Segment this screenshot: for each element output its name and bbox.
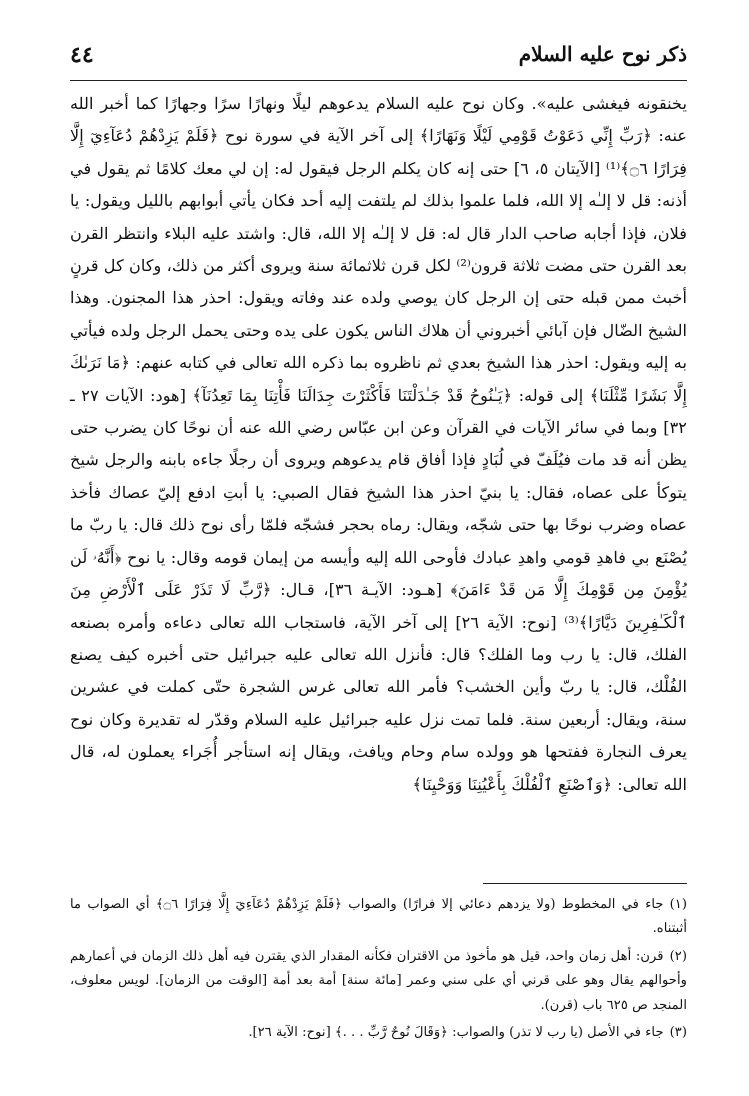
- main-text: [70, 88, 687, 801]
- footnotes: [70, 893, 687, 1048]
- footnote-number: (٢): [669, 948, 687, 964]
- page-number: ٤٤: [70, 42, 94, 68]
- footnote-text: قرن: أهل زمان واحد، قيل هو مأخوذ من الاقتران فكأنه المقدار الذي يقترن فيه أهل ذلك الزمان في أعمارهم وأحوالهم يقال وهو على قرني أي على سني وعمر [مائة سنة] أمة بعد أمة [الوقت من الزمان]. لويس معلوف، المنجد ص ٦٢٥ باب (قرن).: [70, 948, 687, 1013]
- running-title: ذكر نوح عليه السلام: [518, 42, 687, 66]
- page-header: [70, 42, 687, 76]
- footnote-2: [70, 945, 687, 1018]
- body-paragraph: يخنقونه فيغشى عليه». وكان نوح عليه السلام يدعوهم ليلًا ونهارًا سرًا وجهارًا كما أخبر الله عنه: ﴿رَبِّ إِنِّي دَعَوْتُ قَوْمِي لَيْلًا وَنَهَارًا﴾ إلى آخر الآية في سورة نوح ﴿فَلَمْ يَزِدْهُمْ دُعَآءِيٓ إِلَّا فِرَارًا ۝٦﴾⁽¹⁾ [الآيتان ٥، ٦] حتى إنه كان يكلم الرجل فيقول له: إن لي معك كلامًا ثم يقول في أذنه: قل لا إلـٰه إلا الله، فلما علموا بذلك لم يلتفت إليه أحد فكان يأتي أبوابهم بالليل ويقول: يا فلان، فإذا أجابه صاحب الدار قال له: قل لا إلـٰه إلا الله، قال: واشتد عليه البلاء وانتظر القرن بعد القرن حتى مضت ثلاثة قرون⁽²⁾ لكل قرن ثلاثمائة سنة ويروى أكثر من ذلك، وكان كل قرنٍ أخبث ممن قبله حتى إن الرجل كان يوصي ولده عند وفاته ويقول: احذر هذا المجنون. وهذا الشيخ الضّال فإن آبائي أخبروني أن هلاك الناس يكون على يده وحتى يحمل الرجل ولده فيأتي به إليه ويقول: احذر هذا الشيخ بعدي ثم ناظروه بما ذكره الله تعالى في كتابه عنهم: ﴿مَا نَرَىٰكَ إِلَّا بَشَرًا مِّثْلَنَا﴾ إلى قوله: ﴿يَـٰنُوحُ قَدْ جَـٰدَلْتَنَا فَأَكْثَرْتَ جِدَالَنَا فَأْتِنَا بِمَا تَعِدُنَآ﴾ [هود: الآيات ٢٧ ـ ٣٢] وبما في سائر الآيات في القرآن وعن ابن عبّاس رضي الله عنه أن نوحًا كان يضرب حتى يظن أنه قد مات فيُلَفّ في لُبَادٍ فإذا أفاق قام يدعوهم ويروى أن رجلًا جاءه بابنه والرجل شيخ يتوكأ على عصاه، فقال: يا بنيّ احذر هذا الشيخ فقال الصبي: يا أبتِ ادفع إليّ عصاك فأخذ عصاه وضرب نوحًا بها حتى شجّه، ويقال: رماه بحجر فشجّه فلمّا رأى نوح ذلك قال: يا ربّ ما يُصْنَع بي فاهدِ قومي واهدِ عبادك فأوحى الله إليه وأيسه من إيمان قومه وقال: يا نوح ﴿أَنَّهُۥ لَن يُؤْمِنَ مِن قَوْمِكَ إِلَّا مَن قَدْ ءَامَنَ﴾ [هـود: الآيـة ٣٦]، قـال: ﴿رَّبِّ لَا تَذَرْ عَلَى ٱلْأَرْضِ مِنَ ٱلْكَـٰفِرِينَ دَيَّارًا﴾⁽³⁾ [نوح: الآية ٢٦] إلى آخر الآية، فاستجاب الله تعالى دعاءه وأمره بصنعه الفلك، قال: يا رب وما الفلك؟ قال: فأنزل الله تعالى عليه جبرائيل حتى أخبره كيف يصنع الفُلْك، قال: يا ربّ وأين الخشب؟ فأمر الله تعالى غرس الشجرة حتّى كملت في عشرين سنة، ويقال: أربعين سنة. فلما تمت نزل عليه جبرائيل عليه السلام وقدّر له تقديرة وكان نوح يعرف النجارة ففتحها هو وولده سام وحام ويافث، ويقال إنه استأجر أُجَراء يعملون له، قال الله تعالى: ﴿وَٱصْنَعِ ٱلْفُلْكَ بِأَعْيُنِنَا وَوَحْيِنَا﴾: [70, 94, 688, 794]
- footnote-1: [70, 893, 687, 942]
- footnote-divider: [483, 883, 687, 884]
- footnote-text: جاء في الأصل (يا رب لا تذر) والصواب: ﴿وَقَالَ نُوحٌ رَّبِّ . . .﴾ [نوح: الآية ٢٦].: [248, 1025, 664, 1041]
- footnote-text: جاء في المخطوط (ولا يزدهم دعائي إلا فرارًا) والصواب ﴿فَلَمْ يَزِدْهُمْ دُعَآءِيٓ إِلَّا فِرَارًا ۝٦﴾ أي الصواب ما أثبتناه.: [70, 897, 687, 937]
- footnote-3: [70, 1021, 687, 1045]
- footnote-number: (١): [669, 897, 687, 912]
- header-divider: [70, 80, 687, 81]
- footnote-number: (٣): [669, 1025, 687, 1041]
